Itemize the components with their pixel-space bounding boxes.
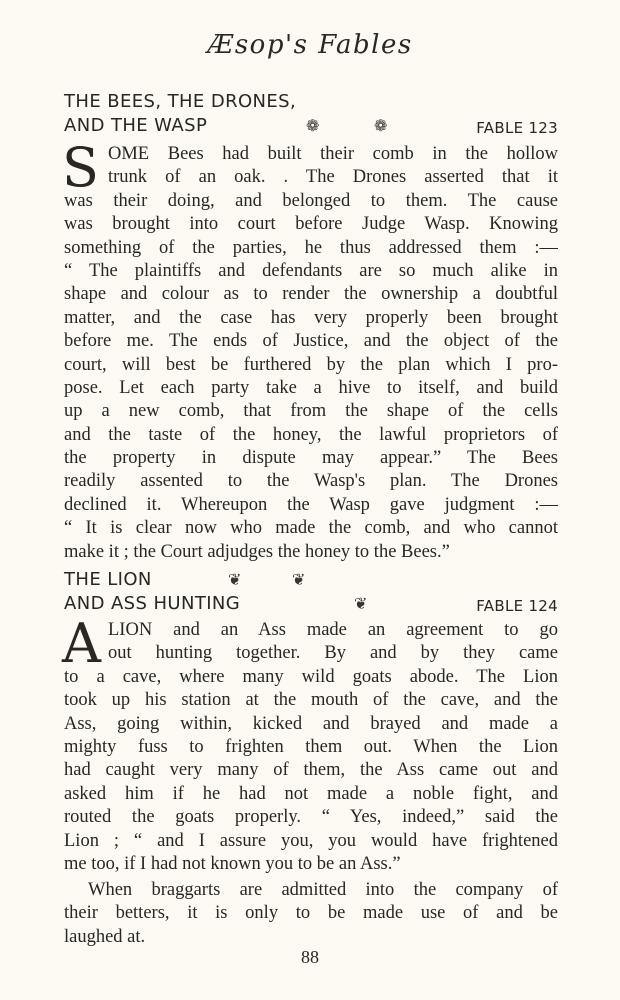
text-line: “ The plaintiffs and defendants are so much alike in — [64, 260, 558, 281]
fable-title-line: THE LION — [64, 569, 152, 590]
fable-number: FABLE 124 — [476, 597, 558, 615]
text-line: matter, and the case has very properly been brought — [64, 307, 558, 328]
text-line: LION and an Ass made an agreement to go — [108, 620, 558, 640]
leaf-ornament-icon: ❦ — [292, 570, 306, 589]
fable-number: FABLE 123 — [476, 119, 558, 137]
text-line: had caught very many of them, the Ass came out and — [64, 760, 558, 781]
fable-moral — [64, 879, 558, 949]
text-line: shape and colour as to render the ownership a doubtful — [64, 284, 558, 305]
leaf-ornament-icon: ❦ — [354, 594, 368, 613]
running-head: Æsop's Fables — [207, 30, 413, 60]
text-line: “ It is clear now who made the comb, and who cannot — [64, 518, 558, 539]
text-line: mighty fuss to frighten them out. When the Lion — [64, 736, 558, 757]
leaf-ornament-icon: ❦ — [228, 570, 242, 589]
text-line: me too, if I had not known you to be an Ass.” — [64, 853, 401, 874]
text-line: court, will best be furthered by the plan which I pro- — [64, 354, 558, 375]
fable-123-title — [64, 90, 558, 138]
moral-line: When braggarts are admitted into the company of — [88, 880, 558, 900]
fable-title-line: THE BEES, THE DRONES, — [64, 91, 297, 112]
text-line: up a new comb, that from the shape of the cells — [64, 401, 558, 422]
text-line: asked him if he had not made a noble fight, and — [64, 783, 558, 804]
fable-124-text — [62, 612, 558, 876]
text-line: trunk of an oak. . The Drones asserted that it — [108, 167, 558, 188]
fable-123-text — [62, 136, 558, 564]
text-line: make it ; the Court adjudges the honey to the Bees.” — [64, 541, 450, 562]
fable-title-line: AND THE WASP — [64, 115, 208, 136]
text-line: took up his station at the mouth of the cave, and the — [64, 690, 558, 711]
moral-line: their betters, it is only to be made use of and be — [64, 903, 558, 924]
text-line: Ass, going within, kicked and brayed and made a — [64, 713, 558, 734]
text-line: routed the goats properly. “ Yes, indeed,” said the — [64, 807, 558, 828]
flower-ornament-icon: ❁ — [306, 116, 320, 135]
text-line: was their doing, and belonged to them. The cause — [64, 190, 558, 211]
text-line: before me. The ends of Justice, and the object of the — [64, 331, 558, 352]
text-line: pose. Let each party take a hive to itself, and build — [64, 377, 558, 398]
drop-cap: S — [62, 136, 99, 199]
text-line: OME Bees had built their comb in the hollow — [108, 144, 558, 164]
text-line: declined it. Whereupon the Wasp gave judgment :— — [64, 494, 558, 515]
text-line: the property in dispute may appear.” The Bees — [64, 448, 558, 469]
text-line: to a cave, where many wild goats abode. The Lion — [64, 666, 558, 687]
text-line: Lion ; “ and I assure you, you would have frightened — [64, 830, 558, 851]
text-line: and the taste of the honey, the lawful proprietors of — [64, 424, 558, 445]
fable-124-title — [64, 568, 558, 616]
text-line: was brought into court before Judge Wasp. Knowing — [64, 214, 558, 235]
page-number: 88 — [301, 947, 319, 967]
moral-line: laughed at. — [64, 926, 146, 947]
text-line: out hunting together. By and by they came — [108, 643, 558, 664]
flower-ornament-icon: ❁ — [374, 116, 388, 135]
text-line: something of the parties, he thus addressed them :— — [64, 237, 558, 258]
drop-cap: A — [62, 612, 101, 675]
fable-title-line: AND ASS HUNTING — [64, 593, 241, 614]
text-line: readily assented to the Wasp's plan. The Drones — [64, 471, 558, 492]
